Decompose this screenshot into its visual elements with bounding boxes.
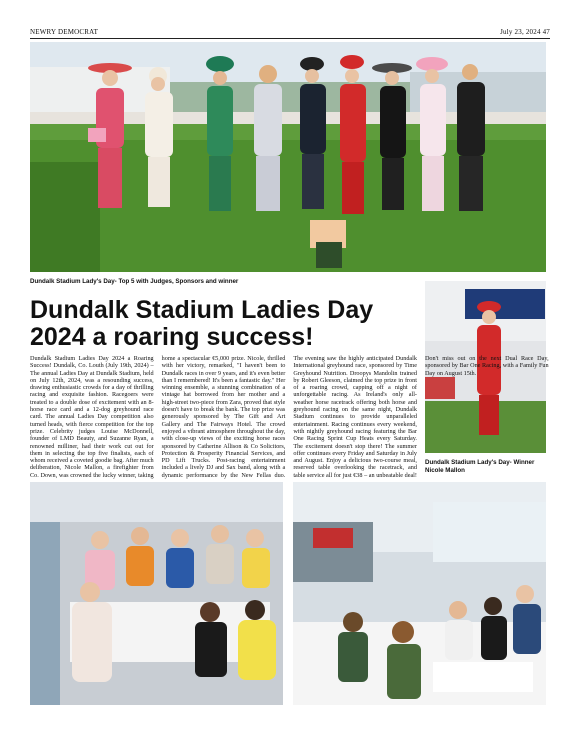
newspaper-name: NEWRY DEMOCRAT [30,28,99,36]
header-rule [30,38,550,39]
issue-date-page: July 23, 2024 47 [500,28,550,36]
group-table-photo [30,482,283,705]
article-headline: Dundalk Stadium Ladies Day 2024 a roaring success! [30,296,374,351]
page-header [30,28,550,38]
main-group-photo [30,42,546,272]
winner-photo-caption: Dundalk Stadium Lady's Day- Winner Nicole Mallon [425,459,535,474]
article-body-text: Dundalk Stadium Ladies Day 2024 a Roaring Success! Dundalk, Co. Louth (July 19th, 2024) – The annual Ladies Day at Dundalk Stadium, held on July 12th, 2024, was a resounding success, drawing enthusiastic crowds for a day of thrilling racing and exquisite fashion. Racegoers were treated to a double dose of excitement with an 8-horse race card and a 12-dog greyhound race card. The annual Ladies Day competition also turned heads, with fierce competition for the top prize. Celebrity judges Louise McDonnell, founder of LMD Beauty, and Suzanne Ryan, a renowned milliner, had their work cut out for them in selecting the top five finalists, each of whom received a coveted goodie bag. After much deliberation, Nicole Mallon, a firefighter from Co. Down, was crowned the lucky winner, taking home a spectacular €5,000 prize. Nicole, thrilled with her victory, remarked, "I haven't been to Dundalk races in over 9 years, and it's even better than I remembered! It's been a fantastic day." Her winning ensemble, a stunning combination of a vintage hat borrowed from her mother and a high-street two-piece from Zara, proved that style doesn't have to break the bank. The top prize was generously sponsored by The Gift and Art Gallery and The Fairways Hotel. The crowd enjoyed a vibrant atmosphere throughout the day, with close-up views of the exciting horse races sponsored by Catherine Allison & Co Solicitors, Protection & Prosperity Financial Services, and PD Lift Trucks. Post-racing entertainment included a lively DJ and Sax band, along with a dynamic performance by the New Fellas duo. The evening saw the highly anticipated Dundalk International greyhound race, sponsored by Time Greyhound Nutrition. Droopys Mandolin trained by Robert Gleeson, claimed the top prize in front of a roaring crowd, capping off a night of unforgettable racing. As Ireland's only all-weather horse racetrack offering both horse and greyhound racing on the same night, Dundalk Stadium continues to provide unparalleled entertainment. Racing continues every weekend, with nightly greyhound racing featuring the Bar One Racing Sprint Cup Heats every Saturday. The excitement doesn't stop there! The summer offer continues every Friday and Saturday in July and August. Enjoy a delicious two-course meal, reserved table overlooking the racetrack, and table service all for just €38 – an unbeatable deal! Don't miss out on the next Dual Race Day, sponsored by Bar One Racing, with a Family Fun Day on August 15th. [30,355,549,479]
dining-hall-photo [293,482,546,705]
main-photo-caption: Dundalk Stadium Lady's Day- Top 5 with Judges, Sponsors and winner [30,278,239,285]
